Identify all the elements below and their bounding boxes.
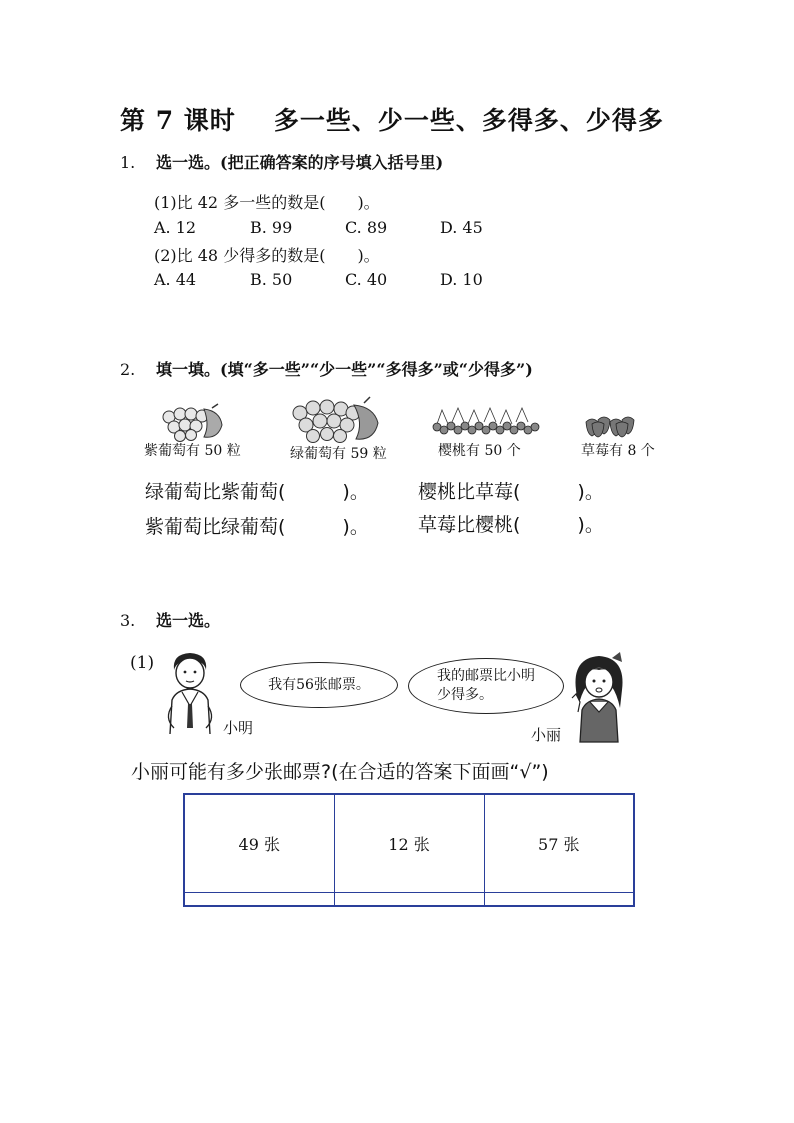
check-cell-57[interactable] <box>484 893 634 906</box>
q1-sub1-option-b: B. 99 <box>250 218 293 237</box>
answer-option-49: 49 张 <box>184 794 334 893</box>
q3-number: 3. <box>120 611 136 630</box>
q3-heading <box>120 608 220 631</box>
page-title <box>120 101 664 137</box>
lesson-topic: 多一些、少一些、多得多、少得多 <box>273 106 664 135</box>
blank-cherries-vs-strawberries: 樱桃比草莓( )。 <box>418 481 604 503</box>
girl-xiaoli-icon <box>566 650 632 744</box>
caption-strawberries: 草莓有 8 个 <box>581 443 655 459</box>
caption-cherries: 樱桃有 50 个 <box>438 443 521 459</box>
lesson-number: 第 7 课时 <box>120 106 236 135</box>
q1-sub1-option-c: C. 89 <box>345 218 388 237</box>
blank-strawberries-vs-cherries: 草莓比樱桃( )。 <box>418 514 604 536</box>
caption-green-grapes: 绿葡萄有 59 粒 <box>290 446 387 462</box>
answer-option-57: 57 张 <box>484 794 634 893</box>
table-row <box>184 893 634 906</box>
q1-sub1-option-a: A. 12 <box>154 218 197 237</box>
q1-sub2-option-b: B. 50 <box>250 270 293 289</box>
blank-green-vs-purple: 绿葡萄比紫葡萄( )。 <box>145 481 369 503</box>
q3-question: 小丽可能有多少张邮票?(在合适的答案下面画“√”) <box>131 761 549 783</box>
speech-bubble-xiaoming: 我有56张邮票。 <box>240 662 398 708</box>
answer-table <box>183 793 635 907</box>
q2-number: 2. <box>120 360 136 379</box>
q1-sub2-option-c: C. 40 <box>345 270 388 289</box>
q2-heading <box>120 357 533 380</box>
q1-number: 1. <box>120 153 136 172</box>
name-xiaoli: 小丽 <box>531 726 562 744</box>
q1-sub2-option-d: D. 10 <box>440 270 483 289</box>
name-xiaoming: 小明 <box>223 719 254 737</box>
q2-instruction: 填一填。(填“多一些”“少一些”“多得多”或“少得多”) <box>156 360 533 379</box>
boy-xiaoming-icon <box>160 648 222 736</box>
check-cell-12[interactable] <box>334 893 484 906</box>
q1-sub2-text: (2)比 48 少得多的数是( )。 <box>154 246 380 265</box>
q1-sub1-text: (1)比 42 多一些的数是( )。 <box>154 193 380 212</box>
q1-sub2-option-a: A. 44 <box>154 270 197 289</box>
table-row <box>184 794 634 893</box>
q1-heading <box>120 150 443 173</box>
purple-grapes-icon <box>160 403 226 443</box>
speech-bubble-xiaoli: 我的邮票比小明少得多。 <box>408 658 564 714</box>
blank-purple-vs-green: 紫葡萄比绿葡萄( )。 <box>145 516 369 538</box>
answer-option-12: 12 张 <box>334 794 484 893</box>
green-grapes-icon <box>290 395 382 445</box>
cherries-icon <box>432 402 540 440</box>
caption-purple-grapes: 紫葡萄有 50 粒 <box>144 443 241 459</box>
q1-sub1-option-d: D. 45 <box>440 218 483 237</box>
q3-part-label: (1) <box>130 653 155 673</box>
q3-instruction: 选一选。 <box>156 611 221 630</box>
check-cell-49[interactable] <box>184 893 334 906</box>
strawberries-icon <box>583 412 641 438</box>
q1-instruction: 选一选。(把正确答案的序号填入括号里) <box>156 153 444 172</box>
